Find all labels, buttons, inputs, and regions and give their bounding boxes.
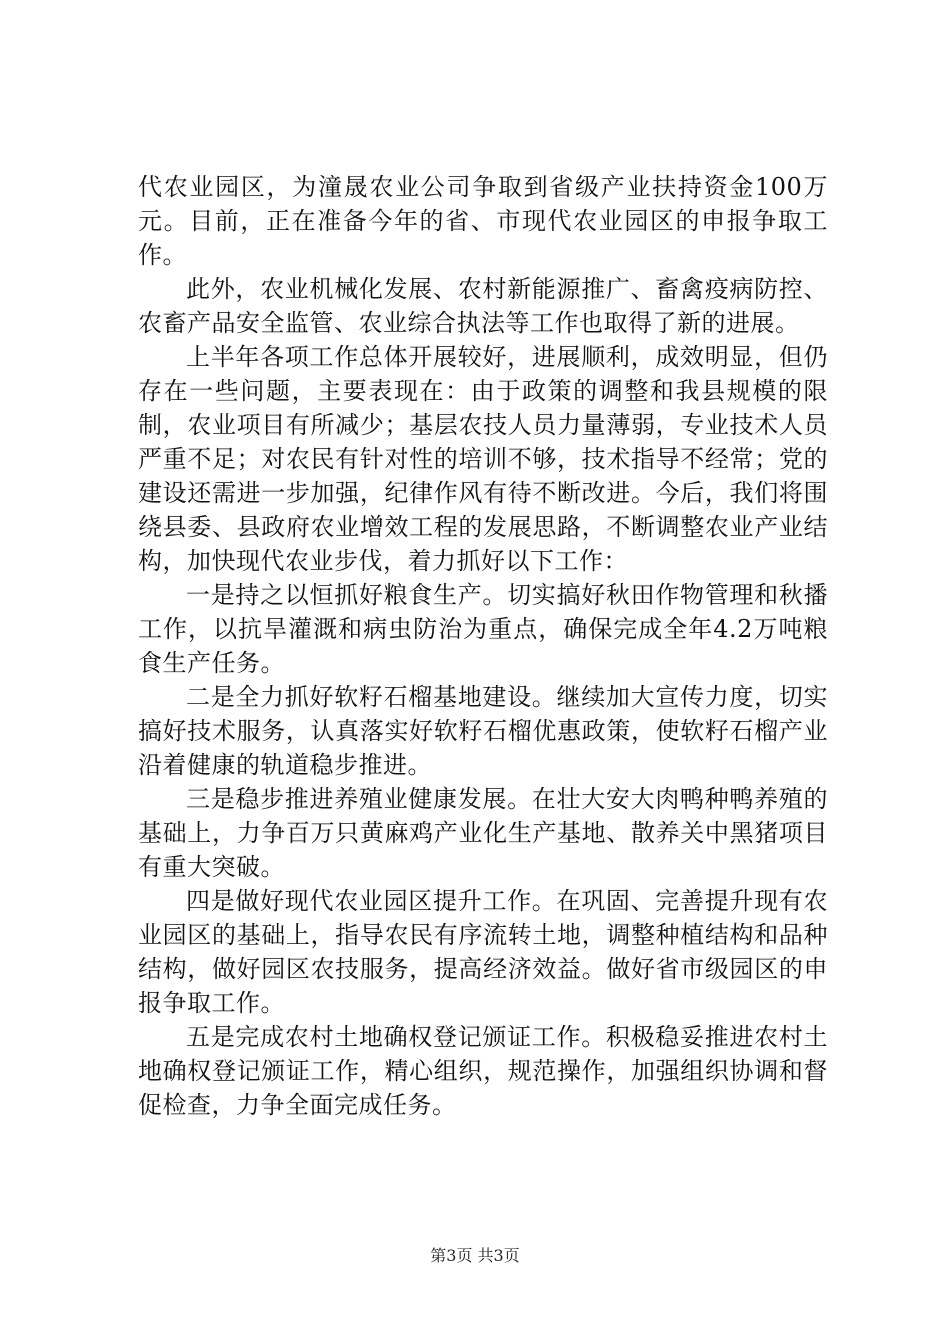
paragraph-task-park: 四是做好现代农业园区提升工作。在巩固、完善提升现有农业园区的基础上，指导农民有序流转土地，调整种植结构和品种结构，做好园区农技服务，提高经济效益。做好省市级园区的申报争取工作。	[138, 887, 828, 1017]
paragraph-task-land: 五是完成农村土地确权登记颁证工作。积极稳妥推进农村土地确权登记颁证工作，精心组织，规范操作，加强组织协调和督促检查，力争全面完成任务。	[138, 1023, 828, 1119]
paragraph-continuation: 代农业园区，为潼晟农业公司争取到省级产业扶持资金100万元。目前，正在准备今年的省、市现代农业园区的申报争取工作。	[138, 173, 828, 269]
paragraph-task-grain: 一是持之以恒抓好粮食生产。切实搞好秋田作物管理和秋播工作，以抗旱灌溉和病虫防治为重点，确保完成全年4.2万吨粮食生产任务。	[138, 581, 828, 677]
paragraph-task-pomegranate: 二是全力抓好软籽石榴基地建设。继续加大宣传力度，切实搞好技术服务，认真落实好软籽石榴优惠政策，使软籽石榴产业沿着健康的轨道稳步推进。	[138, 683, 828, 779]
document-body	[138, 170, 828, 1122]
paragraph-other-progress: 此外，农业机械化发展、农村新能源推广、畜禽疫病防控、农畜产品安全监管、农业综合执法等工作也取得了新的进展。	[138, 275, 828, 337]
paragraph-problems: 上半年各项工作总体开展较好，进展顺利，成效明显，但仍存在一些问题，主要表现在：由于政策的调整和我县规模的限制，农业项目有所减少；基层农技人员力量薄弱，专业技术人员严重不足；对农民有针对性的培训不够，技术指导不经常；党的建设还需进一步加强，纪律作风有待不断改进。今后，我们将围绕县委、县政府农业增效工程的发展思路，不断调整农业产业结构，加快现代农业步伐，着力抓好以下工作：	[138, 343, 828, 575]
paragraph-task-breeding: 三是稳步推进养殖业健康发展。在壮大安大肉鸭种鸭养殖的基础上，力争百万只黄麻鸡产业化生产基地、散养关中黑猪项目有重大突破。	[138, 785, 828, 881]
page-number-footer: 第3页 共3页	[430, 1246, 520, 1265]
